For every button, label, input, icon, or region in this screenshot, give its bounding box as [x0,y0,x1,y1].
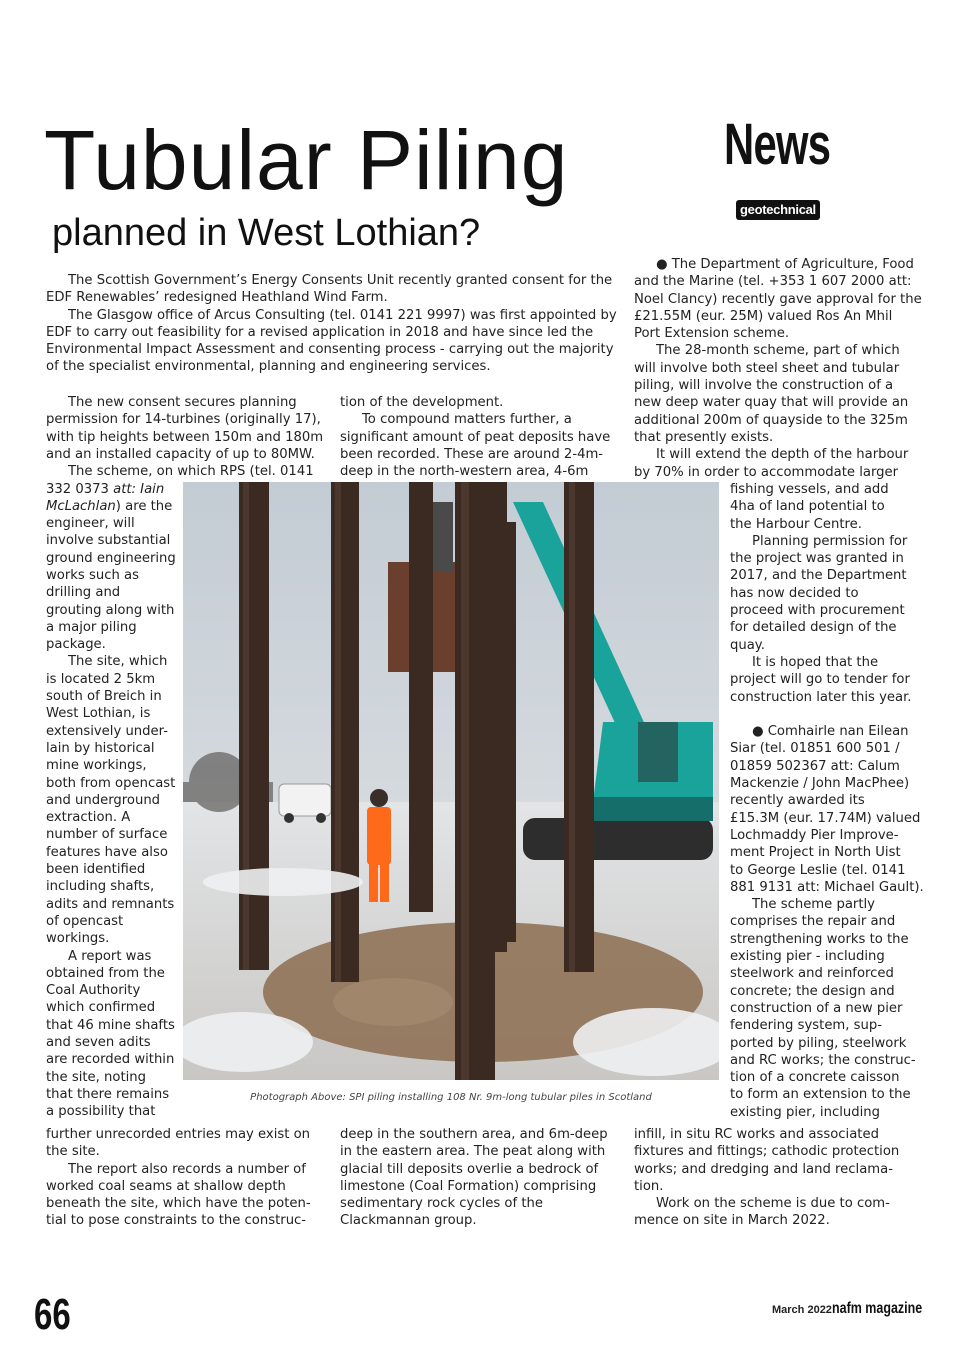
text-line: drilling and [46,585,121,601]
text-line: that there remains [46,1086,170,1102]
column-3-narrow [730,481,924,1121]
text-line: deep in the north-western area, 4-6m [340,464,589,480]
magazine-name: nafm magazine [832,1300,923,1317]
text-line: It is hoped that the [752,654,879,670]
text-line: new deep water quay that will provide an [634,395,909,411]
text-line: been recorded. These are around 2-4m- [340,446,604,462]
article-title: Tubular Piling [44,113,569,207]
text-line: and RC works; the construc- [730,1052,916,1068]
text-line: 4ha of land potential to [730,499,885,515]
text-line: works such as [46,567,139,583]
text-line: tion. [634,1178,664,1194]
text-line: the site, noting [46,1069,147,1085]
text-line: lain by historical [46,740,155,756]
text-line: Clackmannan group. [340,1213,477,1229]
text-line: Coal Authority [46,983,141,999]
blank-line [730,706,920,723]
text-line: to George Leslie (tel. 0141 [730,862,906,878]
column-1-bottom [46,1126,326,1230]
text-line: recently awarded its [730,793,865,809]
text-line: Work on the scheme is due to com- [656,1196,890,1212]
article-subtitle: planned in West Lothian? [52,212,481,254]
text-line: tion of the development. [340,395,504,410]
text-line: grouting along with [46,602,175,618]
text-line: proceed with procurement [730,603,905,619]
text-line: quay. [730,637,765,653]
text-line: are recorded within [46,1052,175,1068]
text-line: number of surface [46,827,168,843]
text-line: by 70% in order to accommodate larger [634,464,899,480]
text-line: Noel Clancy) recently gave approval for the [634,291,922,307]
text-line: project will go to tender for [730,672,910,688]
text-line: adits and remnants [46,896,175,912]
text-line: The scheme partly [752,897,875,913]
text-line: that 46 mine shafts [46,1017,175,1033]
text-line: ● Comhairle nan Eilean [752,724,909,740]
text-line: south of Breich in [46,689,162,705]
text-line: 2017, and the Department [730,568,907,584]
column-1-top [46,394,326,480]
text-line: 332 0373 att: Iain [46,481,165,497]
text-line: features have also [46,844,168,860]
text-line: of opencast [46,913,124,929]
text-line: ment Project in North Uist [730,845,901,861]
intro-line: EDF Renewables’ redesigned Heathland Wind Farm. [46,290,388,306]
text-line: deep in the southern area, and 6m-deep [340,1127,608,1142]
text-line: workings. [46,931,110,947]
text-line: engineer, will [46,516,135,532]
site-photograph [183,482,719,1080]
column-2-top [340,394,620,480]
text-line: 881 9131 att: Michael Gault). [730,879,924,895]
column-3-bottom [634,1126,914,1230]
text-line: The new consent secures planning [68,395,297,410]
text-line: involve substantial [46,533,171,549]
text-line: A report was [68,948,152,964]
column-3-top [634,256,922,481]
text-line: Planning permission for [752,533,908,549]
text-line: beneath the site, which have the poten- [46,1196,311,1212]
text-line: a major piling [46,619,137,635]
photo-caption: Photograph Above: SPI piling installing 108 Nr. 9m-long tubular piles in Scotland [250,1092,652,1103]
page-number: 66 [34,1290,71,1339]
text-line: West Lothian, is [46,706,151,722]
text-line: To compound matters further, a [362,412,572,428]
text-line: the Harbour Centre. [730,516,862,532]
text-line: tial to pose constraints to the construc- [46,1213,307,1229]
text-line: The scheme, on which RPS (tel. 0141 [68,464,314,480]
text-line: extensively under- [46,723,168,739]
text-line: steelwork and reinforced [730,966,894,982]
text-line: construction of a new pier [730,1000,903,1016]
text-line: The site, which [68,654,168,670]
text-line: and an installed capacity of up to 80MW. [46,446,315,462]
text-line: has now decided to [730,585,859,601]
text-line: further unrecorded entries may exist on [46,1127,311,1142]
text-line: the site. [46,1144,100,1160]
text-line: the project was granted in [730,551,904,567]
text-line: with tip heights between 150m and 180m [46,429,324,445]
text-line: that presently exists. [634,429,774,445]
intro-line: The Glasgow office of Arcus Consulting (tel. 0141 221 9997) was first appointed by [68,307,617,323]
text-line: £21.55M (eur. 25M) valued Ros An Mhil [634,308,893,324]
text-line: will involve both steel sheet and tubular [634,360,900,376]
text-line: McLachlan) are the [46,498,173,514]
text-line: including shafts, [46,879,155,895]
text-line: comprises the repair and [730,914,896,930]
piling-scene-illustration [183,482,719,1080]
text-line: 01859 502367 att: Calum [730,758,900,774]
text-line: infill, in situ RC works and associated [634,1127,879,1142]
text-line: to form an extension to the [730,1087,911,1103]
text-line: glacial till deposits overlie a bedrock of [340,1161,599,1177]
text-line: both from opencast [46,775,176,791]
text-line: Lochmaddy Pier Improve- [730,827,899,843]
text-line: sedimentary rock cycles of the [340,1196,543,1212]
text-line: ● The Department of Agriculture, Food [656,257,914,272]
text-line: piling, will involve the construction of a [634,378,894,394]
text-line: and underground [46,792,161,808]
text-line: The 28-month scheme, part of which [656,343,900,359]
text-line: Mackenzie / John MacPhee) [730,776,910,792]
text-line: and the Marine (tel. +353 1 607 2000 att: [634,274,912,290]
text-line: limestone (Coal Formation) comprising [340,1178,597,1194]
text-line: extraction. A [46,810,131,826]
text-line: existing pier - including [730,949,885,965]
issue-date: March 2022 [772,1304,832,1316]
text-line: works; and dredging and land reclama- [634,1161,893,1177]
column-1-narrow [46,481,180,1121]
intro-line: of the specialist environmental, planning and engineering services. [46,359,491,375]
intro-line: The Scottish Government’s Energy Consents Unit recently granted consent for the [68,273,613,288]
text-line: fixtures and fittings; cathodic protection [634,1144,900,1160]
text-line: It will extend the depth of the harbour [656,447,909,463]
column-2-bottom [340,1126,620,1230]
text-line: permission for 14-turbines (originally 17), [46,412,321,428]
text-line: strengthening works to the [730,931,909,947]
text-line: fishing vessels, and add [730,482,889,497]
text-line: package. [46,637,106,653]
text-line: tion of a concrete caisson [730,1070,900,1086]
text-line: is located 2 5km [46,671,156,687]
text-line: worked coal seams at shallow depth [46,1178,286,1194]
text-line: and seven adits [46,1035,151,1050]
text-line: mence on site in March 2022. [634,1213,830,1229]
text-line: additional 200m of quayside to the 325m [634,412,908,428]
text-line: Port Extension scheme. [634,326,790,342]
section-label: News [724,112,831,177]
text-line: ground engineering [46,550,176,566]
text-line: fendering system, sup- [730,1018,883,1034]
text-line: a possibility that [46,1104,156,1120]
text-line: been identified [46,862,146,878]
text-line: for detailed design of the [730,620,897,636]
text-line: in the eastern area. The peat along with [340,1144,606,1160]
text-line: construction later this year. [730,689,912,705]
text-line: mine workings, [46,758,147,774]
text-line: Siar (tel. 01851 600 501 / [730,741,900,757]
text-line: £15.3M (eur. 17.74M) valued [730,810,921,826]
text-line: which confirmed [46,1000,156,1016]
intro-line: Environmental Impact Assessment and consenting process - carrying out the majority [46,342,614,358]
text-line: significant amount of peat deposits have [340,429,611,445]
text-line: ported by piling, steelwork [730,1035,907,1051]
text-line: obtained from the [46,965,165,981]
category-badge: geotechnical [736,200,820,220]
intro-text [46,272,616,376]
intro-line: EDF to carry out feasibility for a revised application in 2018 and have since led the [46,324,594,340]
text-line: The report also records a number of [68,1161,306,1177]
text-line: existing pier, including [730,1104,880,1120]
text-line: concrete; the design and [730,983,895,999]
